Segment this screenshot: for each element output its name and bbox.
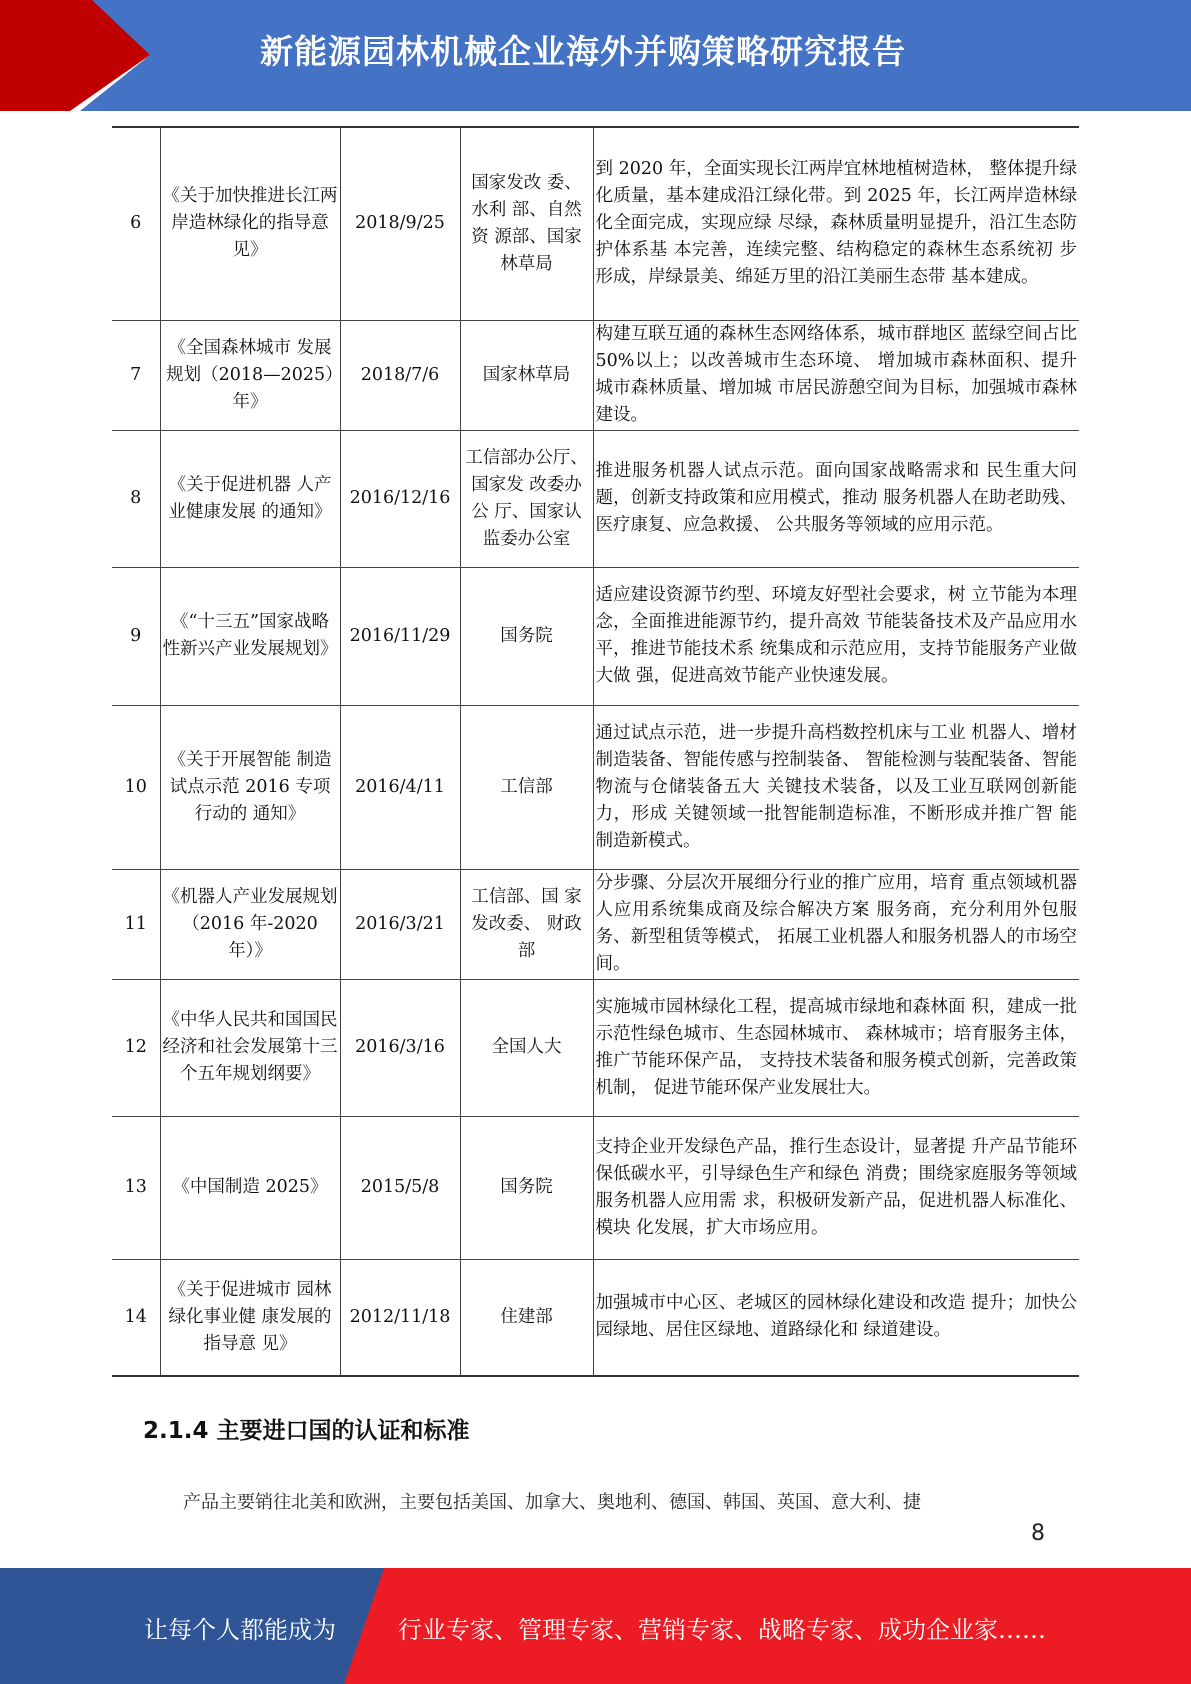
policy-name: 《中华人民共和国国民经济和社会发展第十三个五年规划纲要》: [160, 979, 340, 1116]
section-paragraph: 产品主要销往北美和欧洲，主要包括美国、加拿大、奥地利、德国、韩国、英国、意大利、捷: [183, 1492, 921, 1513]
header-arrow-icon: [0, 0, 150, 111]
row-number: 14: [112, 1259, 160, 1376]
row-number: 6: [112, 127, 160, 320]
issue-date: 2015/5/8: [340, 1116, 460, 1259]
issue-date: 2012/11/18: [340, 1259, 460, 1376]
policy-content: 分步骤、分层次开展细分行业的推广应用，培育 重点领域机器人应用系统集成商及综合解决方案 服务商，充分利用外包服务、新型租赁等模式， 拓展工业机器人和服务机器人的市场空间。: [593, 869, 1079, 979]
table-row: [112, 1116, 1079, 1259]
table-row: [112, 979, 1079, 1116]
policy-content: 加强城市中心区、老城区的园林绿化建设和改造 提升；加快公园绿地、居住区绿地、道路绿化和 绿道建设。: [593, 1259, 1079, 1376]
table-row: [112, 567, 1079, 705]
row-number: 8: [112, 430, 160, 567]
row-number: 12: [112, 979, 160, 1116]
policy-name: 《关于促进机器 人产业健康发展 的通知》: [160, 430, 340, 567]
row-number: 13: [112, 1116, 160, 1259]
policy-content: 支持企业开发绿色产品，推行生态设计，显著提 升产品节能环保低碳水平，引导绿色生产和绿色 消费；围绕家庭服务等领域服务机器人应用需 求，积极研发新产品，促进机器人标准化、模块 化发展，扩大市场应用。: [593, 1116, 1079, 1259]
table-row: [112, 127, 1079, 320]
issuing-department: 全国人大: [460, 979, 593, 1116]
issue-date: 2016/3/21: [340, 869, 460, 979]
issue-date: 2016/11/29: [340, 567, 460, 705]
table-row: [112, 430, 1079, 567]
row-number: 9: [112, 567, 160, 705]
header-banner: [0, 0, 1191, 111]
table-row: [112, 320, 1079, 430]
policy-content: 推进服务机器人试点示范。面向国家战略需求和 民生重大问题，创新支持政策和应用模式，推动 服务机器人在助老助残、医疗康复、应急救援、 公共服务等领域的应用示范。: [593, 430, 1079, 567]
policy-name: 《关于加快推进长江两岸造林绿化的指导意见》: [160, 127, 340, 320]
page-number: 8: [1031, 1521, 1045, 1546]
policy-name: 《关于开展智能 制造试点示范 2016 专项行动的 通知》: [160, 705, 340, 869]
row-number: 10: [112, 705, 160, 869]
policy-content: 到 2020 年，全面实现长江两岸宜林地植树造林， 整体提升绿化质量，基本建成沿江绿化带。到 2025 年，长江两岸造林绿化全面完成，实现应绿 尽绿，森林质量明显提升，沿江生态防护体系基 本完善，连续完整、结构稳定的森林生态系统初 步形成，岸绿景美、绵延万里的沿江美丽生态带 基本建成。: [593, 127, 1079, 320]
policy-content: 适应建设资源节约型、环境友好型社会要求，树 立节能为本理念，全面推进能源节约，提升高效 节能装备技术及产品应用水平，推进节能技术系 统集成和示范应用，支持节能服务产业做大做 强，促进高效节能产业快速发展。: [593, 567, 1079, 705]
issue-date: 2018/7/6: [340, 320, 460, 430]
table-row: [112, 1259, 1079, 1376]
issuing-department: 国务院: [460, 567, 593, 705]
policy-content: 实施城市园林绿化工程，提高城市绿地和森林面 积，建成一批示范性绿色城市、生态园林城市、 森林城市；培育服务主体，推广节能环保产品， 支持技术装备和服务模式创新，完善政策机制， 促进节能环保产业发展壮大。: [593, 979, 1079, 1116]
issue-date: 2016/3/16: [340, 979, 460, 1116]
policy-name: 《“十三五”国家战略性新兴产业发展规划》: [160, 567, 340, 705]
issue-date: 2018/9/25: [340, 127, 460, 320]
policy-content: 构建互联互通的森林生态网络体系，城市群地区 蓝绿空间占比 50%以上；以改善城市生态环境、 增加城市森林面积、提升城市森林质量、增加城 市居民游憩空间为目标，加强城市森林建设。: [593, 320, 1079, 430]
issue-date: 2016/4/11: [340, 705, 460, 869]
row-number: 11: [112, 869, 160, 979]
policy-name: 《关于促进城市 园林绿化事业健 康发展的指导意 见》: [160, 1259, 340, 1376]
footer-banner: [0, 1568, 1191, 1684]
issuing-department: 住建部: [460, 1259, 593, 1376]
table-row: [112, 705, 1079, 869]
report-title: 新能源园林机械企业海外并购策略研究报告: [260, 32, 906, 71]
issuing-department: 国务院: [460, 1116, 593, 1259]
policy-table: [112, 126, 1079, 1377]
footer-slogan-left: 让每个人都能成为: [144, 1616, 336, 1644]
table-row: [112, 869, 1079, 979]
issue-date: 2016/12/16: [340, 430, 460, 567]
issuing-department: 国家发改 委、水利 部、自然资 源部、国家林草局: [460, 127, 593, 320]
policy-name: 《中国制造 2025》: [160, 1116, 340, 1259]
policy-name: 《全国森林城市 发展规划（2018—2025）年》: [160, 320, 340, 430]
footer-slogan-right: 行业专家、管理专家、营销专家、战略专家、成功企业家……: [398, 1616, 1046, 1644]
row-number: 7: [112, 320, 160, 430]
issuing-department: 工信部: [460, 705, 593, 869]
issuing-department: 工信部、国 家发改委、 财政部: [460, 869, 593, 979]
policy-name: 《机器人产业发展规划（2016 年-2020 年）》: [160, 869, 340, 979]
issuing-department: 国家林草局: [460, 320, 593, 430]
section-heading: 2.1.4 主要进口国的认证和标准: [143, 1418, 470, 1444]
policy-content: 通过试点示范，进一步提升高档数控机床与工业 机器人、增材制造装备、智能传感与控制装备、 智能检测与装配装备、智能物流与仓储装备五大 关键技术装备，以及工业互联网创新能力，形成 关键领域一批智能制造标准，不断形成并推广智 能制造新模式。: [593, 705, 1079, 869]
issuing-department: 工信部办公厅、国家发 改委办公 厅、国家认 监委办公室: [460, 430, 593, 567]
